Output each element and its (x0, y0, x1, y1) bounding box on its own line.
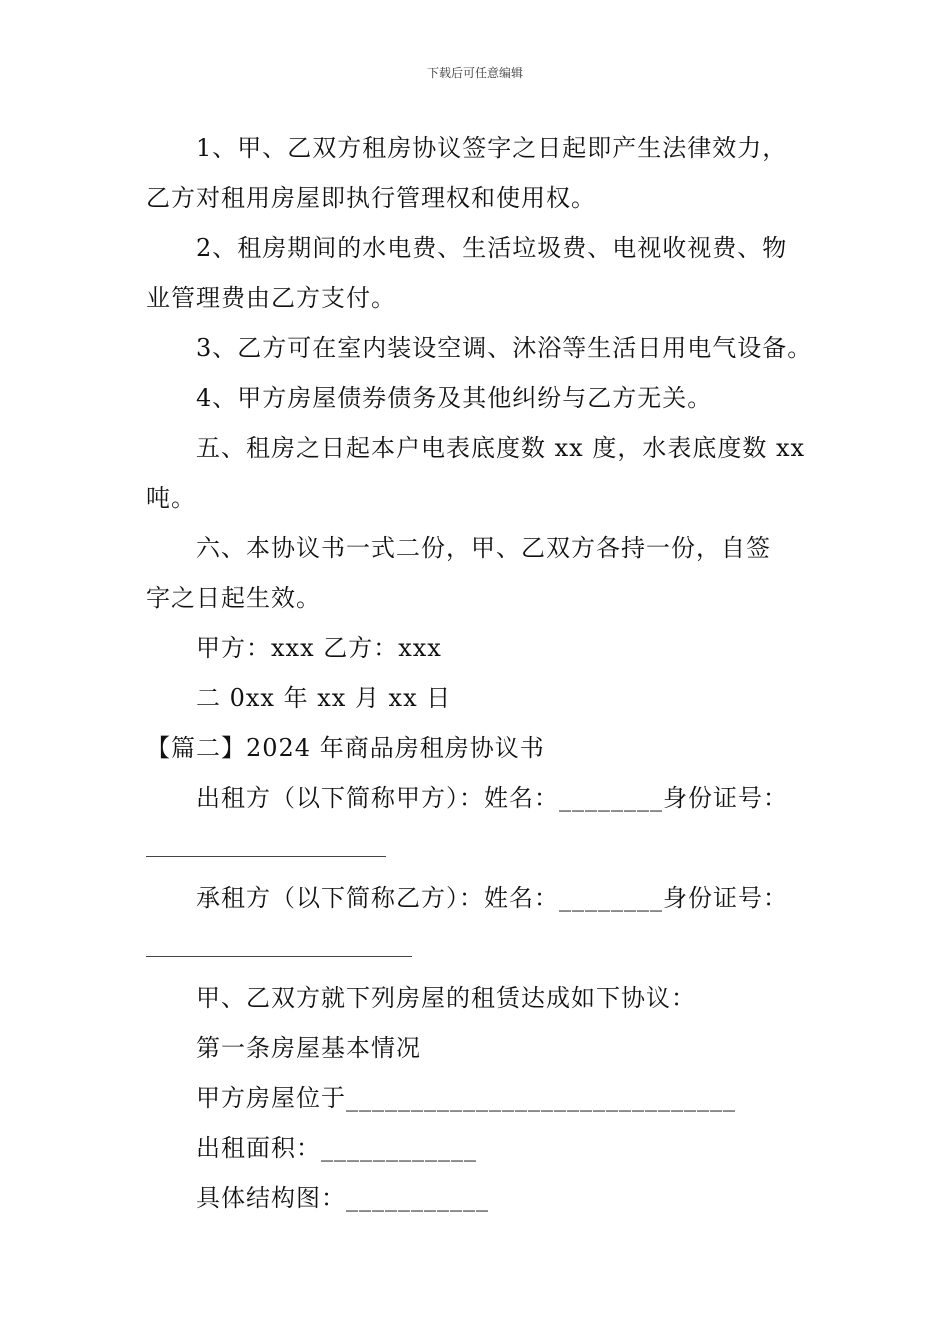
clause-5-line-2: 吨。 (146, 484, 196, 512)
clause-4: 4、甲方房屋债券债务及其他纠纷与乙方无关。 (196, 384, 713, 412)
structure-line: 具体结构图：___________ (196, 1184, 489, 1212)
clause-2-line-2: 业管理费由乙方支付。 (146, 284, 396, 312)
clause-3: 3、乙方可在室内装设空调、沐浴等生活日用电气设备。 (196, 334, 813, 362)
agreement-intro: 甲、乙双方就下列房屋的租赁达成如下协议： (196, 984, 696, 1012)
lessor-id-blank (146, 856, 386, 857)
lessor-line: 出租方（以下简称甲方）：姓名：________身份证号： (196, 784, 788, 812)
clause-5-line-1: 五、租房之日起本户电表底度数 xx 度，水表底度数 xx (196, 434, 806, 462)
rental-area-line: 出租面积：____________ (196, 1134, 477, 1162)
property-location-line: 甲方房屋位于______________________________ (196, 1084, 736, 1112)
lessee-id-blank (146, 956, 412, 957)
signatures: 甲方：xxx 乙方：xxx (196, 634, 442, 662)
lessee-line: 承租方（以下简称乙方）：姓名：________身份证号： (196, 884, 788, 912)
clause-6-line-2: 字之日起生效。 (146, 584, 321, 612)
clause-6-line-1: 六、本协议书一式二份，甲、乙双方各持一份，自签 (196, 534, 771, 562)
clause-1-line-1: 1、甲、乙双方租房协议签字之日起即产生法律效力， (196, 134, 788, 162)
article-1-heading: 第一条房屋基本情况 (196, 1034, 421, 1062)
section-heading: 【篇二】2024 年商品房租房协议书 (146, 734, 545, 762)
clause-2-line-1: 2、租房期间的水电费、生活垃圾费、电视收视费、物 (196, 234, 788, 262)
date-line: 二 0xx 年 xx 月 xx 日 (196, 684, 452, 712)
clause-1-line-2: 乙方对租用房屋即执行管理权和使用权。 (146, 184, 596, 212)
page-header-note: 下载后可任意编辑 (426, 66, 523, 80)
